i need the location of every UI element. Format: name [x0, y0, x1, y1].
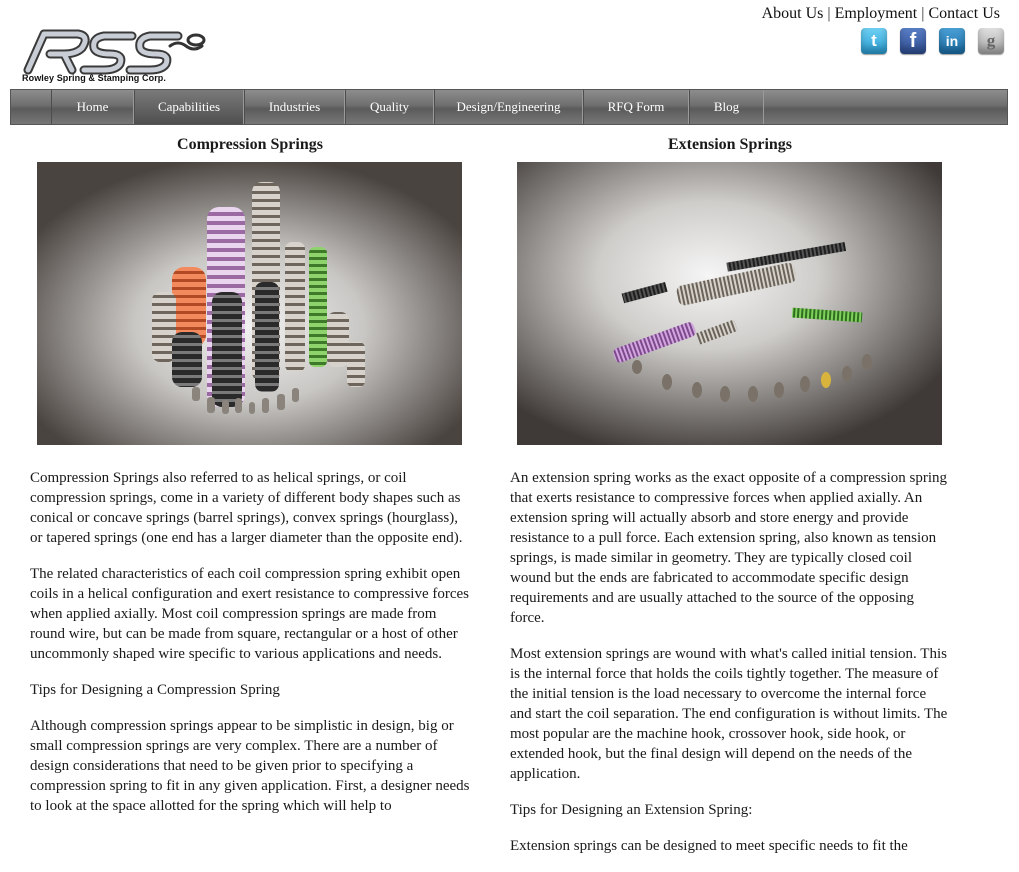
section-title: Extension Springs	[667, 136, 793, 153]
extension-springs-section	[510, 134, 950, 872]
about-us-link[interactable]: About Us	[761, 5, 824, 22]
paragraph: Although compression springs appear to be simplistic in design, big or small compression springs are very complex. There are a number of design considerations that need to be given prior to specifying a compression spring to fit in any given application. First, a designer needs to look at the space allotted for the spring which will help to	[30, 718, 470, 814]
paragraph: Extension springs can be designed to meet specific needs to fit the	[510, 838, 908, 854]
compression-springs-photo	[37, 162, 462, 445]
employment-link[interactable]: Employment	[834, 5, 918, 22]
company-name: Rowley Spring & Stamping Corp.	[22, 73, 167, 83]
compression-springs-text	[30, 468, 470, 816]
linkedin-icon[interactable]: in	[939, 28, 965, 54]
extension-springs-photo	[517, 162, 942, 445]
paragraph: The related characteristics of each coil compression spring exhibit open coils in a helical configuration and exert resistance to compressive forces when applied axially. Most coil compression springs are made from round wire, but can be made from square, rectangular or a host of other uncommonly shaped wire specific to various applications and needs.	[30, 566, 469, 662]
google-icon[interactable]: g	[978, 28, 1004, 54]
nav-quality[interactable]: Quality	[345, 90, 434, 124]
contact-us-link[interactable]: Contact Us	[928, 5, 1000, 22]
nav-home[interactable]: Home	[51, 90, 134, 124]
compression-springs-section	[30, 134, 470, 832]
header	[0, 0, 1019, 88]
paragraph: An extension spring works as the exact opposite of a compression spring that exerts resistance to compressive forces when applied axially. An extension spring will actually absorb and store energy and provide resistance to a pull force. Each extension spring, also known as tension springs, is made similar in geometry. They are typically closed coil wound but the ends are fabricated to accommodate specific design requirements and are usually attached to the source of the opposing force.	[510, 470, 947, 626]
social-icons	[861, 28, 1004, 54]
extension-springs-text	[510, 468, 950, 856]
nav-industries[interactable]: Industries	[244, 90, 345, 124]
tips-heading: Tips for Designing an Extension Spring:	[510, 802, 753, 818]
rss-logo-mark	[20, 26, 210, 76]
separator: |	[827, 5, 831, 22]
paragraph: Most extension springs are wound with what's called initial tension. This is the internal force that holds the coils tightly together. The measure of the initial tension is the load necessary to overcome the internal force and start the coil separation. The end configuration is without limits. The most popular are the machine hook, crossover hook, side hook, or extended hook, but the final design will depend on the needs of the application.	[510, 646, 948, 782]
main-nav	[10, 89, 1008, 125]
paragraph: Compression Springs also referred to as helical springs, or coil compression springs, come in a variety of different body shapes such as conical or concave springs (barrel springs), convex springs (hourglass), or tapered springs (one end has a larger diameter than the opposite end).	[30, 470, 463, 546]
nav-rfq-form[interactable]: RFQ Form	[583, 90, 689, 124]
company-logo[interactable]	[20, 26, 210, 86]
facebook-icon[interactable]: f	[900, 28, 926, 54]
top-links	[762, 5, 1000, 23]
section-title: Compression Springs	[177, 136, 323, 153]
separator: |	[921, 5, 925, 22]
tips-heading: Tips for Designing a Compression Spring	[30, 682, 280, 698]
nav-capabilities[interactable]: Capabilities	[134, 90, 244, 124]
twitter-icon[interactable]: t	[861, 28, 887, 54]
nav-blog[interactable]: Blog	[689, 90, 764, 124]
nav-design-engineering[interactable]: Design/Engineering	[434, 90, 583, 124]
